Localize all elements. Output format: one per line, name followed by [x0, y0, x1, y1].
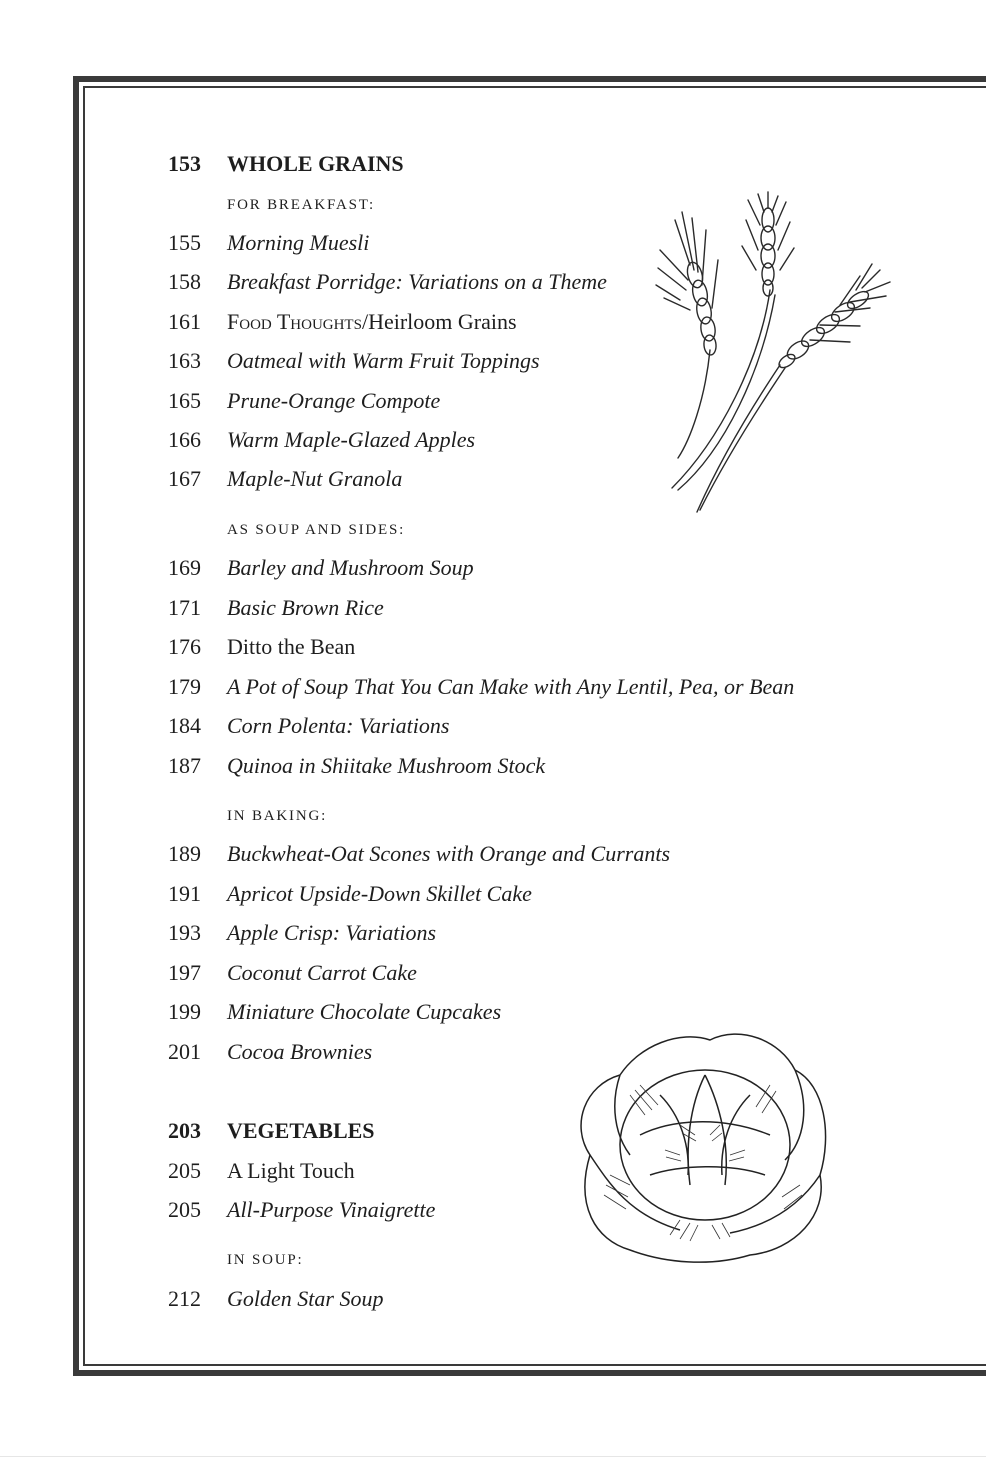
entry-title: Golden Star Soup — [227, 1286, 384, 1311]
entry-page-number: 165 — [168, 388, 201, 413]
entry-page-number: 155 — [168, 230, 201, 255]
entry-page-number: 184 — [168, 713, 201, 738]
entry-page-number: 158 — [168, 269, 201, 294]
entry-page-number: 163 — [168, 348, 201, 373]
entry-page-number: 193 — [168, 920, 201, 945]
entry-title: All-Purpose Vinaigrette — [227, 1197, 436, 1222]
chapter-page-number: 153 — [168, 151, 201, 176]
entry-title: Buckwheat-Oat Scones with Orange and Currants — [227, 841, 671, 866]
entry-page-number: 205 — [168, 1158, 201, 1183]
chapter-title: WHOLE GRAINS — [227, 151, 404, 176]
entry-title: Corn Polenta: Variations — [227, 713, 450, 738]
chapter-page-number: 203 — [168, 1118, 201, 1143]
entry-page-number: 201 — [168, 1039, 201, 1064]
entry-page-number: 199 — [168, 999, 201, 1024]
entry-title: Morning Muesli — [227, 230, 370, 255]
subhead-as-soup-and-sides: AS SOUP AND SIDES: — [227, 522, 406, 538]
entry-title: Prune-Orange Compote — [227, 388, 441, 413]
entry-page-number: 189 — [168, 841, 201, 866]
entry-title: Basic Brown Rice — [227, 595, 384, 620]
entry-page-number: 169 — [168, 555, 201, 580]
entry-title: Barley and Mushroom Soup — [227, 555, 474, 580]
entry-page-number: 191 — [168, 881, 201, 906]
entry-title: Cocoa Brownies — [227, 1039, 373, 1064]
entry-title: Breakfast Porridge: Variations on a Theme — [227, 269, 607, 294]
entry-page-number: 171 — [168, 595, 201, 620]
entry-page-number: 187 — [168, 753, 201, 778]
entry-page-number: 167 — [168, 466, 201, 491]
chapter-title: VEGETABLES — [227, 1118, 375, 1143]
wheat-stalks-illustration — [650, 190, 900, 520]
entry-title: A Light Touch — [227, 1158, 355, 1183]
subhead-in-baking: IN BAKING: — [227, 808, 328, 824]
entry-title — [227, 307, 517, 337]
entry-title: Coconut Carrot Cake — [227, 960, 417, 985]
entry-page-number: 212 — [168, 1286, 201, 1311]
entry-title: A Pot of Soup That You Can Make with Any Lentil, Pea, or Bean — [227, 674, 795, 699]
subhead-for-breakfast: FOR BREAKFAST: — [227, 197, 375, 213]
page-bottom-edge — [0, 1456, 986, 1457]
entry-title: Warm Maple-Glazed Apples — [227, 427, 476, 452]
entry-title: Apricot Upside-Down Skillet Cake — [227, 881, 532, 906]
entry-title: Ditto the Bean — [227, 634, 356, 659]
entry-title-smallcaps: Food Thoughts — [227, 309, 362, 334]
subhead-in-soup: IN SOUP: — [227, 1252, 304, 1268]
entry-page-number: 205 — [168, 1197, 201, 1222]
entry-page-number: 166 — [168, 427, 201, 452]
cabbage-illustration — [570, 1025, 832, 1265]
entry-title: Oatmeal with Warm Fruit Toppings — [227, 348, 540, 373]
entry-title-rest: /Heirloom Grains — [361, 309, 517, 334]
entry-title: Quinoa in Shiitake Mushroom Stock — [227, 753, 546, 778]
entry-page-number: 161 — [168, 309, 201, 334]
entry-title: Miniature Chocolate Cupcakes — [227, 999, 502, 1024]
entry-title: Apple Crisp: Variations — [227, 920, 437, 945]
entry-page-number: 197 — [168, 960, 201, 985]
entry-page-number: 176 — [168, 634, 201, 659]
entry-title: Maple-Nut Granola — [227, 466, 403, 491]
entry-page-number: 179 — [168, 674, 201, 699]
